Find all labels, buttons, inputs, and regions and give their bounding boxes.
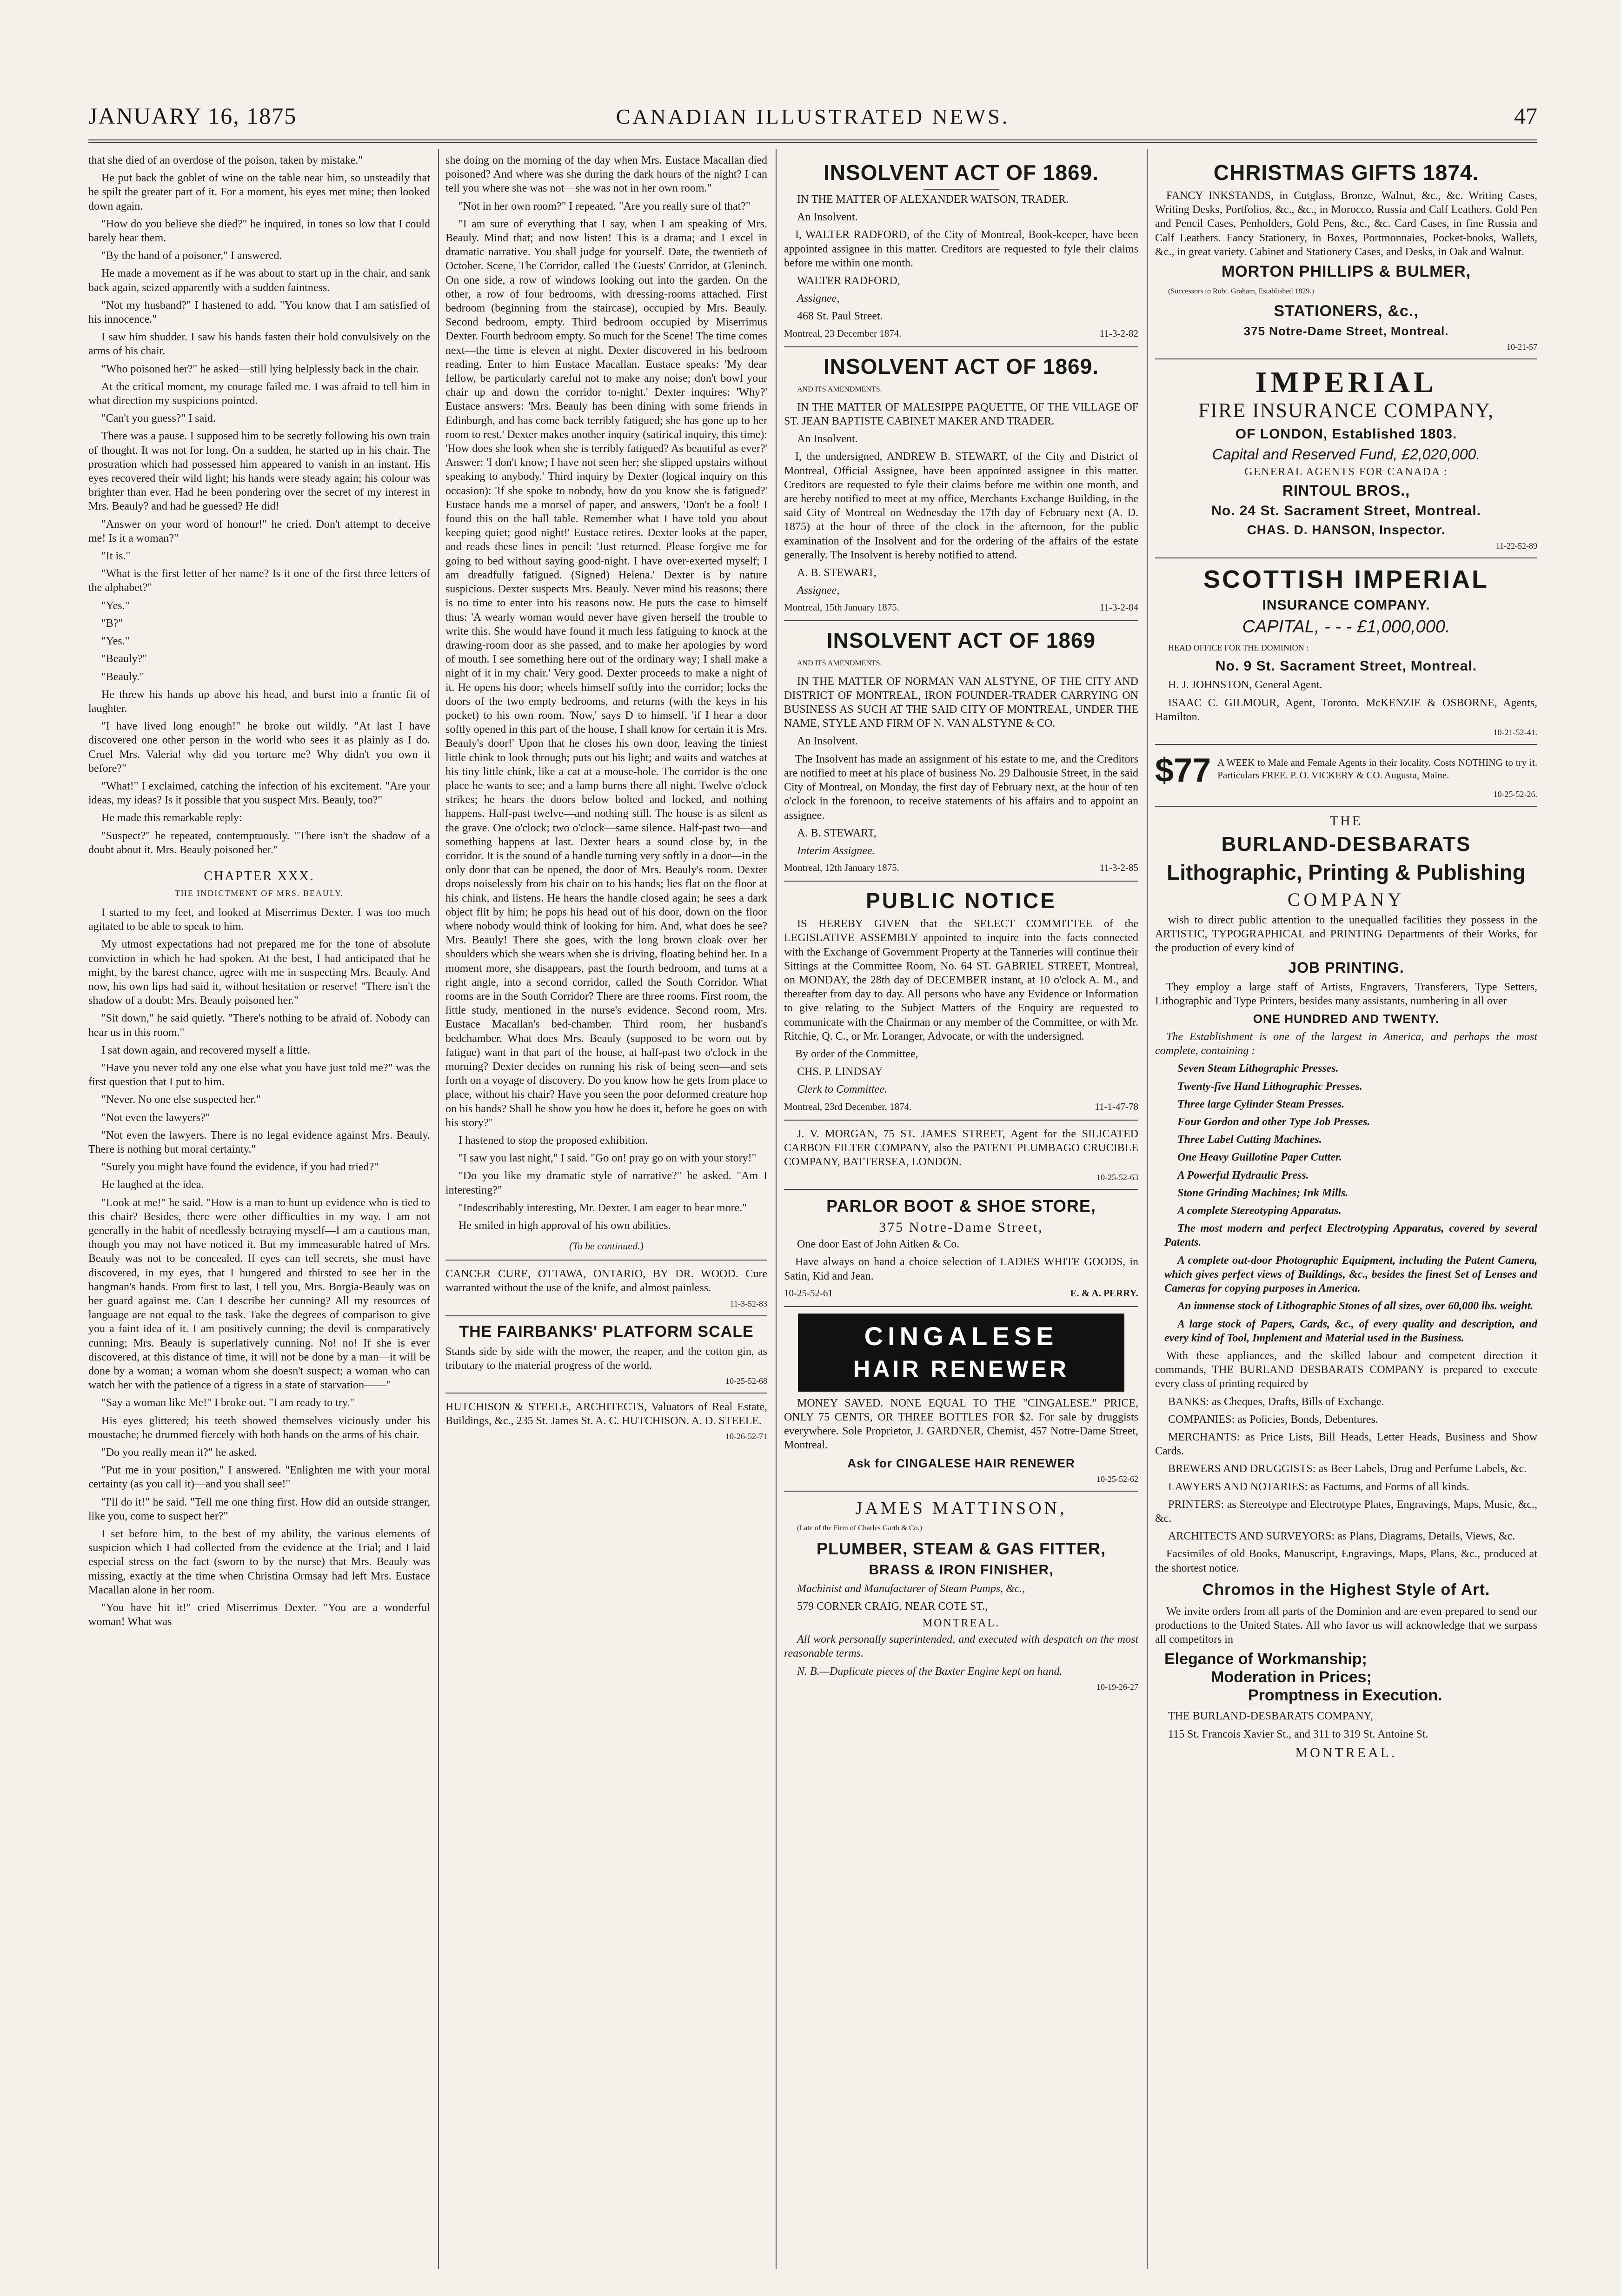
page-number: 47 bbox=[1514, 103, 1537, 129]
parlor-address: 375 Notre-Dame Street, bbox=[879, 1220, 1043, 1235]
ad-code: 10-26-52-71 bbox=[725, 1432, 767, 1441]
story-paragraph: "I am sure of everything that I say, when I am speaking of Mrs. Beauly. Mind that; and now listen! This is a drama; and I excel in dramatic narrative. You shall judge for yourself. Date, the twentieth of October. Scene, The Corridor, called The Guests' Corridor, at Gleninch. On one side, a row of windows looking out into the garden. On the other, a row of four bedrooms, with dressing-rooms attached. First bedroom (beginning from the staircase), occupied by Mrs. Beauly. Second bedroom, empty. Third bedroom occupied by Miserrimus Dexter. Fourth bedroom empty. So much for the Scene! The time comes next—the time is eleven at night. Dexter discovered in his bedroom reading. Enter to him Eustace Macallan. Eustace speaks: 'My dear fellow, be particularly careful not to make any noise; don't bowl your chair up and down the corridor to-night.' Dexter inquires: 'Why?' Eustace answers: 'Mrs. Beauly has been dining with some friends in Edinburgh, and has come back terribly fatigued; she has gone up to her room to rest.' Dexter makes another inquiry (satirical inquiry, this time): 'How does she look when she is terribly fatigued? As beautiful as ever?' Answer: 'I don't know; I have not seen her; she slipped upstairs without speaking to anybody.' Third inquiry by Dexter (logical inquiry on this occasion): 'If she spoke to nobody, how do you know she is fatigued?' Eustace hands me a morsel of paper, and answers, 'Don't be a fool! I found this on the hall table. Remember what I have told you about keeping quiet; good night!' Eustace retires. Dexter looks at the paper, and reads these lines in pencil: 'Just returned. Please forgive me for going to bed without saying good-night. I have over-exerted myself; I am dreadfully fatigued. (Signed) Helena.' Dexter is by nature suspicious. Dexter suspects Mrs. Beauly. Never mind his reasons; there is no time to enter into his reasons now. He puts the case to himself thus: 'A wearly woman would never have given herself the trouble to write this. She would have found it much less fatiguing to knock at the drawing-room door as she passed, and to make her apologies by word of mouth. I see something here out of the ordinary way; I shall make a night of it in my chair.' Very good. Dexter proceeds to make a night of it. He opens his door; wheels himself softly into the corridor; locks the doors of the two empty bedrooms, and returns (with the keys in his pocket) to his own room. 'Now,' says D to himself, 'if I hear a door softly opened in this part of the house, I shall know for certain it is Mrs. Beauly's door!' Upon that he closes his own door, leaving the tiniest little chink to look through; puts out his light; and waits and watches at his tiny little chink, like a cat at a mouse-hole. The corridor is the one place he wants to see; and a lamp burns there all night. Twelve o'clock strikes; he hears the doors below bolted and locked, and nothing happens. Half-past twelve—and nothing still. The house is as silent as the grave. One o'clock; two o'clock—same silence. Half-past two—and something happens at last. Dexter hears a sound close by, in the corridor. It is the sound of a handle turning very softly in a door—in the only door that can be opened, the door of Mrs. Beauly's room. Dexter drops noiselessly from his chair on to his hands; lies flat on the floor at his chink, and listens. He hears the handle closed again; he sees a dark object flit by him; he pops his head out of his door, down on the floor where nobody would think of looking for him. And, what does he see? Mrs. Beauly! There she goes, with the long brown cloak over her shoulders which she wears when she is driving, floating behind her. In a moment more, she disappears, past the fourth bedroom, and turns at a right angle, into a second corridor, called the South Corridor. What rooms are in the South Corridor? There are three rooms. First room, the little study, mentioned in the nurse's evidence. Second room, Mrs. Eustace Macallan's bed-chamber. Third room, her husband's bedchamber. What does Mrs. Beauly (supposed to be worn out by fatigue) want in that part of the house, at half-past two o'clock in the morning? Dexter decides on running his risk of being seen—and sets forth on a voyage of discovery. Do you know how he gets from place to place, without his chair? Have you seen the poor deformed creature hop on his hands? Shall he show you how he does it, before he goes on with his story?" bbox=[445, 218, 767, 1129]
story-paragraph: she doing on the morning of the day when Mrs. Eustace Macallan died poisoned? And where was she during the dark hours of the night? I can tell you where she was not—she was not in her own room." bbox=[445, 154, 767, 195]
printing-category: LAWYERS AND NOTARIES: as Factums, and Forms of all kinds. bbox=[1168, 1480, 1469, 1493]
ad-code: 11-1-47-78 bbox=[1095, 1101, 1138, 1112]
ad-divider bbox=[784, 1306, 1138, 1307]
cingalese-ask: Ask for CINGALESE HAIR RENEWER bbox=[847, 1456, 1075, 1470]
signature-role: Assignee, bbox=[797, 584, 840, 597]
notice-footer bbox=[784, 327, 1138, 340]
insolvent-matter: IN THE MATTER OF MALESIPPE PAQUETTE, OF THE VILLAGE OF ST. JEAN BAPTISTE CABINET MAKER AND TRADER. bbox=[784, 401, 1138, 428]
story-paragraph: He threw his hands up above his head, and burst into a frantic fit of laughter. bbox=[88, 688, 430, 715]
chromos-text: We invite orders from all parts of the Dominion and are even prepared to send our productions to the United States. All who favor us will acknowledge that we surpass all competitors in bbox=[1155, 1605, 1537, 1646]
story-paragraph: I started to my feet, and looked at Miserrimus Dexter. I was too much agitated to be able to speak to him. bbox=[88, 906, 430, 933]
ad-divider bbox=[445, 1393, 767, 1394]
burland-company: COMPANY bbox=[1287, 889, 1405, 910]
equipment-item: One Heavy Guillotine Paper Cutter. bbox=[1177, 1151, 1342, 1164]
notice-date: Montreal, 23rd December, 1874. bbox=[784, 1101, 912, 1112]
ads-column-3 bbox=[784, 153, 1138, 2274]
story-paragraph: "It is." bbox=[101, 550, 131, 563]
burland-establishment: The Establishment is one of the largest in America, and perhaps the most complete, containing : bbox=[1155, 1031, 1537, 1057]
moderation-line: Moderation in Prices; bbox=[1211, 1668, 1372, 1686]
story-paragraph: "Indescribably interesting, Mr. Dexter. I am eager to hear more." bbox=[458, 1201, 747, 1214]
ad-divider bbox=[784, 1491, 1138, 1492]
ad-code: 10-25-52-63 bbox=[1096, 1173, 1138, 1182]
story-paragraph: "Not even the lawyers. There is no legal evidence against Mrs. Beauly. There is nothing but moral certainty." bbox=[88, 1129, 430, 1155]
ad-divider bbox=[1155, 557, 1537, 558]
insolvent-text: I, WALTER RADFORD, of the City of Montreal, Book-keeper, have been appointed assignee in this matter. Creditors are requested to fyle their claims before me within one month. bbox=[784, 229, 1138, 269]
insolvent-act-title: INSOLVENT ACT OF 1869. bbox=[824, 354, 1099, 378]
insolvent-act-title: INSOLVENT ACT OF 1869. bbox=[824, 160, 1099, 185]
insolvent-matter: IN THE MATTER OF ALEXANDER WATSON, TRADER. bbox=[797, 193, 1069, 206]
imperial-agents: GENERAL AGENTS FOR CANADA : bbox=[1244, 466, 1448, 478]
equipment-item: Seven Steam Lithographic Presses. bbox=[1177, 1062, 1339, 1075]
mattinson-nb: N. B.—Duplicate pieces of the Baxter Engine kept on hand. bbox=[797, 1665, 1063, 1678]
ad-code: 10-25-52-26. bbox=[1493, 790, 1537, 799]
mattinson-note: All work personally superintended, and executed with despatch on the most reasonable terms. bbox=[784, 1633, 1138, 1660]
signature: E. & A. PERRY. bbox=[1070, 1287, 1138, 1299]
story-paragraph: "Surely you might have found the evidence, if you had tried?" bbox=[101, 1161, 379, 1174]
fairbanks-title: THE FAIRBANKS' PLATFORM SCALE bbox=[459, 1322, 754, 1340]
week-text: A WEEK to Male and Female Agents in their locality. Costs NOTHING to try it. Particulars FREE. P. O. VICKERY & CO. Augusta, Maine. bbox=[1217, 757, 1537, 781]
story-paragraph: "Not in her own room?" I repeated. "Are you really sure of that?" bbox=[458, 200, 751, 212]
story-paragraph: At the critical moment, my courage failed me. I was afraid to tell him in what direction my suspicions pointed. bbox=[88, 380, 430, 407]
printing-category: BREWERS AND DRUGGISTS: as Beer Labels, Drug and Perfume Labels, &c. bbox=[1168, 1463, 1527, 1475]
cingalese-banner bbox=[798, 1314, 1124, 1392]
story-paragraph: "By the hand of a poisoner," I answered. bbox=[101, 250, 282, 262]
chapter-subheading: THE INDICTMENT OF MRS. BEAULY. bbox=[174, 888, 344, 898]
notice-footer bbox=[784, 601, 1138, 614]
story-paragraph: "Yes." bbox=[101, 599, 130, 612]
story-paragraph: I hastened to stop the proposed exhibition. bbox=[458, 1135, 648, 1147]
printing-category: MERCHANTS: as Price Lists, Bill Heads, Letter Heads, Business and Show Cards. bbox=[1155, 1431, 1537, 1458]
notice-footer bbox=[784, 1101, 1138, 1113]
ad-code: 10-21-52-41. bbox=[1493, 728, 1537, 737]
imperial-inspector: CHAS. D. HANSON, Inspector. bbox=[1247, 523, 1446, 538]
notice-date: Montreal, 23 December 1874. bbox=[784, 327, 902, 339]
story-paragraph: that she died of an overdose of the poison, taken by mistake." bbox=[88, 154, 363, 166]
mattinson-trade2: BRASS & IRON FINISHER, bbox=[869, 1562, 1054, 1578]
imperial-sub: FIRE INSURANCE COMPANY, bbox=[1198, 399, 1495, 422]
imperial-capital: Capital and Reserved Fund, £2,020,000. bbox=[1212, 446, 1481, 463]
signature: A. B. STEWART, bbox=[797, 567, 877, 579]
signature: CHS. P. LINDSAY bbox=[797, 1066, 883, 1078]
insolvent-matter: IN THE MATTER OF NORMAN VAN ALSTYNE, OF THE CITY AND DISTRICT OF MONTREAL, IRON FOUNDER-TRADER CARRYING ON BUSINESS AS SUCH AT THE SAID CITY OF MONTREAL, UNDER THE NAME, STYLE AND FIRM OF N. VAN ALSTYNE & CO. bbox=[784, 675, 1138, 730]
scottish-other: ISAAC C. GILMOUR, Agent, Toronto. McKENZIE & OSBORNE, Agents, Hamilton. bbox=[1155, 697, 1537, 723]
ad-divider bbox=[784, 1189, 1138, 1190]
burland-address: 115 St. Francois Xavier St., and 311 to 319 St. Antoine St. bbox=[1168, 1728, 1428, 1740]
equipment-item: Three large Cylinder Steam Presses. bbox=[1177, 1098, 1345, 1110]
ad-code: 10-21-57 bbox=[1507, 342, 1537, 352]
story-paragraph: He put back the goblet of wine on the table near him, so unsteadily that he spilt the greater part of it. For a moment, his eyes met mine; then looked down again. bbox=[88, 172, 430, 212]
ad-code: 11-3-52-83 bbox=[730, 1299, 767, 1308]
mattinson-city: MONTREAL. bbox=[922, 1617, 1000, 1630]
christmas-gifts-title: CHRISTMAS GIFTS 1874. bbox=[1213, 160, 1479, 185]
header-rule-thin bbox=[88, 142, 1537, 143]
insolvent-sub: AND ITS AMENDMENTS. bbox=[797, 659, 882, 668]
burland-name: BURLAND-DESBARATS bbox=[1221, 833, 1471, 856]
printing-category: PRINTERS: as Stereotype and Electrotype Plates, Engravings, Maps, Music, &c., &c. bbox=[1155, 1498, 1537, 1525]
promptness-line: Promptness in Execution. bbox=[1248, 1686, 1442, 1705]
notice-footer bbox=[784, 1287, 1138, 1300]
ad-code: 11-3-2-82 bbox=[1099, 327, 1138, 339]
public-notice-title: PUBLIC NOTICE bbox=[866, 889, 1056, 913]
column-rule bbox=[1147, 149, 1148, 2269]
signature: A. B. STEWART, bbox=[797, 827, 877, 839]
imperial-rintoul: RINTOUL BROS., bbox=[1282, 482, 1410, 499]
ad-divider bbox=[784, 346, 1138, 347]
equipment-item: Twenty-five Hand Lithographic Presses. bbox=[1177, 1080, 1362, 1093]
story-paragraph: "I have lived long enough!" he broke out wildly. "At last I have discovered one other person in the world who sees it as plainly as I do. Cruel Mrs. Valeria! why did you torture me? Why didn't you own it before?" bbox=[88, 720, 430, 775]
equipment-item: A Powerful Hydraulic Press. bbox=[1177, 1169, 1309, 1181]
notice-date: Montreal, 15th January 1875. bbox=[784, 602, 899, 613]
signature-role: Assignee, bbox=[797, 292, 840, 305]
story-paragraph: My utmost expectations had not prepared me for the tone of absolute conviction in which he had spoken. At the best, I had anticipated that he might, by the barest chance, agree with me in suspecting Mrs. Beauly. And now, his own lips had said it, without hesitation or reserve! "There isn't the shadow of a doubt: Mrs. Beauly poisoned her." bbox=[88, 938, 430, 1007]
insolvent-text: I, the undersigned, ANDREW B. STEWART, of the City and District of Montreal, Official Assignee, have been appointed assignee in this matter. Creditors are requested to fyle their claims before me within one month, and are hereby notified to meet at my office, Merchants Exchange Building, in the said City of Montreal on Wednesday the 17th day of February next (A. D. 1875) at the hour of three of the clock in the afternoon, for the public examination of the Insolvent and for the ordering of the affairs of the estate generally. The Insolvent is hereby notified to attend. bbox=[784, 451, 1138, 561]
ad-divider bbox=[1155, 358, 1537, 359]
christmas-gifts-text: FANCY INKSTANDS, in Cutglass, Bronze, Walnut, &c., &c. Writing Cases, Writing Desks, Portfolios, &c., &c., in Morocco, Russia and Calf Leathers. Gold Pen and Pencil Cases, Penholders, Gold Pens, &c., &c. Card Cases, in fine Russia and Calf Leathers. Fancy Stationery, in Boxes, Portmonnaies, Pocket-books, Wallets, &c., in great variety. Cabinet and Stationery Cases, and Desks, in Oak and Walnut. bbox=[1155, 190, 1537, 258]
morton-address: 375 Notre-Dame Street, Montreal. bbox=[1243, 324, 1449, 338]
equipment-item: The most modern and perfect Electrotyping Apparatus, covered by several Patents. bbox=[1164, 1222, 1537, 1249]
imperial-london: OF LONDON, Established 1803. bbox=[1235, 426, 1457, 442]
story-paragraph: I set before him, to the best of my ability, the various elements of suspicion which I had collected from the evidence at the Trial; and I laid especial stress on the fact (sworn to by the nurse) that Mrs. Beauly was missing, exactly at the time when Christina Ormsay had left Mrs. Eustace Macallan alone in her room. bbox=[88, 1528, 430, 1596]
story-paragraph: "B?" bbox=[101, 617, 123, 630]
ad-code: 10-25-52-61 bbox=[784, 1287, 833, 1299]
equipment-item: Three Label Cutting Machines. bbox=[1177, 1134, 1322, 1146]
story-paragraph: There was a pause. I supposed him to be secretly following his own train of thought. It was not for long. On a sudden, he started up in his chair. The prostration which had possessed him appeared to vanish in an instant. His eyes recovered their wild light; his hands were steady again; his colour was brighter than ever. Had he been pondering over the secret of my interest in Mrs. Beauly? and had he guessed? He did! bbox=[88, 430, 430, 513]
scottish-address: No. 9 St. Sacrament Street, Montreal. bbox=[1215, 658, 1477, 674]
story-paragraph: "Can't you guess?" I said. bbox=[101, 412, 216, 425]
header-rule bbox=[88, 139, 1537, 140]
burland-job: JOB PRINTING. bbox=[1288, 959, 1404, 976]
cingalese-line2: HAIR RENEWER bbox=[853, 1355, 1069, 1382]
ads-column-4 bbox=[1155, 153, 1537, 2274]
public-notice-order: By order of the Committee, bbox=[795, 1048, 918, 1060]
notice-footer bbox=[784, 862, 1138, 874]
equipment-item: Four Gordon and other Type Job Presses. bbox=[1177, 1116, 1370, 1128]
insolvent-act-title: INSOLVENT ACT OF 1869 bbox=[826, 628, 1096, 653]
story-paragraph: He made a movement as if he was about to start up in the chair, and sank back again, seized apparently with a sudden faintness. bbox=[88, 267, 430, 294]
burland-with: With these appliances, and the skilled labour and competent direction it commands, THE BURLAND DESBARATS COMPANY is prepared to execute every class of printing required by bbox=[1155, 1349, 1537, 1390]
story-paragraph: He smiled in high approval of his own abilities. bbox=[458, 1220, 671, 1232]
story-paragraph: "Yes." bbox=[101, 635, 130, 648]
burland-the: THE bbox=[1329, 813, 1363, 829]
story-paragraph: "Beauly." bbox=[101, 670, 145, 683]
insolvent-party: An Insolvent. bbox=[797, 735, 858, 748]
signature-role: Clerk to Committee. bbox=[797, 1083, 887, 1096]
story-column-1 bbox=[88, 153, 430, 2274]
imperial-title: IMPERIAL bbox=[1255, 365, 1437, 399]
story-paragraph: "How do you believe she died?" he inquired, in tones so low that I could barely hear them. bbox=[88, 218, 430, 245]
parlor-sub: One door East of John Aitken & Co. bbox=[797, 1238, 960, 1251]
morton-phillips: MORTON PHILLIPS & BULMER, bbox=[1221, 263, 1471, 281]
printing-category: COMPANIES: as Policies, Bonds, Debentures. bbox=[1168, 1413, 1378, 1426]
printing-category: BANKS: as Cheques, Drafts, Bills of Exchange. bbox=[1168, 1395, 1384, 1408]
masthead-title: CANADIAN ILLUSTRATED NEWS. bbox=[616, 105, 1010, 128]
story-paragraph: His eyes glittered; his teeth showed themselves viciously under his moustache; he drummed fiercely with both hands on the arms of his chair. bbox=[88, 1414, 430, 1441]
story-paragraph: "What!" I exclaimed, catching the infection of his excitement. "Are your ideas, my ideas? Is it possible that you suspect Mrs. Beauly, too?" bbox=[88, 780, 430, 807]
story-paragraph: "Do you like my dramatic style of narrative?" he asked. "Am I interesting?" bbox=[445, 1170, 767, 1196]
week-amount: $77 bbox=[1155, 752, 1211, 790]
burland-signature: THE BURLAND-DESBARATS COMPANY, bbox=[1168, 1710, 1373, 1723]
story-paragraph: "Answer on your word of honour!" he cried. Don't attempt to deceive me! Is it a woman?" bbox=[88, 518, 430, 544]
scottish-agent: H. J. JOHNSTON, General Agent. bbox=[1168, 679, 1322, 691]
column-rule bbox=[776, 149, 777, 2269]
story-paragraph: I saw him shudder. I saw his hands fasten their hold convulsively on the arms of his chair. bbox=[88, 331, 430, 358]
scottish-capital: CAPITAL, - - - £1,000,000. bbox=[1242, 617, 1450, 637]
cingalese-text: MONEY SAVED. NONE EQUAL TO THE "CINGALESE." PRICE, ONLY 75 CENTS, OR THREE BOTTLES FOR $2. For sale by druggists everywhere. Sole Proprietor, J. GARDNER, Chemist, 457 Notre-Dame Street, Montreal. bbox=[784, 1397, 1138, 1452]
cingalese-line1: CINGALESE bbox=[864, 1321, 1058, 1351]
mattinson-sub: (Late of the Firm of Charles Garth & Co.) bbox=[797, 1524, 922, 1532]
equipment-item: An immense stock of Lithographic Stones of all sizes, over 60,000 lbs. weight. bbox=[1177, 1300, 1534, 1313]
story-paragraph: "Sit down," he said quietly. "There's nothing to be afraid of. Nobody can hear us in this room." bbox=[88, 1012, 430, 1039]
burland-facsimiles: Facsimiles of old Books, Manuscript, Engravings, Maps, Plans, &c., produced at the shortest notice. bbox=[1155, 1548, 1537, 1574]
hutchison-ad: HUTCHISON & STEELE, ARCHITECTS, Valuators of Real Estate, Buildings, &c., 235 St. James St. A. C. HUTCHISON. A. D. STEELE. bbox=[445, 1401, 767, 1427]
story-paragraph: "Do you really mean it?" he asked. bbox=[101, 1447, 257, 1459]
story-paragraph: "Not my husband?" I hastened to add. "You know that I am satisfied of his innocence." bbox=[88, 299, 430, 326]
story-paragraph: "Not even the lawyers?" bbox=[101, 1111, 210, 1124]
morton-trade: STATIONERS, &c., bbox=[1274, 302, 1419, 320]
ad-code: 11-22-52-89 bbox=[1495, 541, 1537, 551]
story-paragraph: "Beauly?" bbox=[101, 653, 147, 665]
story-paragraph: "Say a woman like Me!" I broke out. "I am ready to try." bbox=[101, 1397, 355, 1409]
ad-code: 11-3-2-84 bbox=[1099, 602, 1138, 613]
ad-divider bbox=[445, 1260, 767, 1261]
ad-divider bbox=[784, 881, 1138, 882]
scottish-sub: INSURANCE COMPANY. bbox=[1262, 597, 1430, 613]
ad-code: 10-19-26-27 bbox=[1096, 1682, 1138, 1692]
story-paragraph: I sat down again, and recovered myself a little. bbox=[101, 1044, 311, 1056]
week-ad bbox=[1155, 751, 1537, 790]
story-paragraph: "Look at me!" he said. "How is a man to hunt up evidence who is tied to this chair? Besides, there were other difficulties in my way. I am not generally in the habit of needlessly betraying myself—I am a cautious man, though you may not have noticed it. But my immeasurable hatred of Mrs. Beauly was not to be concealed. If eyes can tell secrets, she must have discovered, in my eyes, that I hungered and thirsted to see her in the hangman's hands. From first to last, I tell you, Mrs. Borgia-Beauly was on her guard against me. Can I describe her cunning? All my resources of language are not equal to the task. Take the degrees of comparison to give you a faint idea of it. I am positively cunning; the devil is comparatively cunning; Mrs. Beauly is superlatively cunning. No! no! If she is ever discovered, at this distance of time, it will not be done by a man—it will be done by a woman; a woman whom she doesn't suspect; a woman who can watch her with the patience of a tigress in a state of starvation——" bbox=[88, 1196, 430, 1392]
story-paragraph: He laughed at the idea. bbox=[101, 1179, 204, 1191]
burland-employ: They employ a large staff of Artists, Engravers, Transferers, Type Setters, Lithographic and Type Printers, besides many assistants, numbering in all over bbox=[1155, 981, 1537, 1007]
mattinson-trade: PLUMBER, STEAM & GAS FITTER, bbox=[817, 1539, 1106, 1558]
ad-divider bbox=[1155, 806, 1537, 807]
page-header bbox=[88, 93, 1537, 139]
insolvent-sub: AND ITS AMENDMENTS. bbox=[797, 385, 882, 393]
column-rule bbox=[438, 149, 439, 2269]
signature-role: Interim Assignee. bbox=[797, 844, 875, 857]
ad-divider bbox=[784, 1120, 1138, 1121]
address: 468 St. Paul Street. bbox=[797, 310, 883, 323]
story-paragraph: "Put me in your position," I answered. "Enlighten me with your moral certainty (as you call it)—and you shall see!" bbox=[88, 1464, 430, 1491]
public-notice-text: IS HEREBY GIVEN that the SELECT COMMITTEE of the LEGISLATIVE ASSEMBLY appointed to inquire into the facts connected with the Exchange of Government Property at the Tanneries will continue their Sittings at the Committee Room, No. 64 ST. GABRIEL STREET, Montreal, on MONDAY, the 28th day of DECEMBER instant, at 10 o'clock A. M., and thereafter from day to day. All persons who have any Evidence or Information to give relating to the Subject Matters of the Enquiry are requested to communicate with the Chairman or any member of the Committee, or with Mr. Ritchie, Q. C., or Mr. Loranger, Advocate, or with the undersigned. bbox=[784, 918, 1138, 1042]
ad-divider bbox=[923, 189, 999, 190]
morgan-ad: J. V. MORGAN, 75 ST. JAMES STREET, Agent for the SILICATED CARBON FILTER COMPANY, also the PATENT PLUMBAGO CRUCIBLE COMPANY, BATTERSEA, LONDON. bbox=[784, 1128, 1138, 1168]
story-column-2 bbox=[445, 153, 767, 2274]
equipment-item: Stone Grinding Machines; Ink Mills. bbox=[1177, 1187, 1349, 1199]
mattinson-title: JAMES MATTINSON, bbox=[855, 1498, 1067, 1518]
scottish-title: SCOTTISH IMPERIAL bbox=[1203, 565, 1489, 594]
to-be-continued: (To be continued.) bbox=[569, 1240, 644, 1252]
story-paragraph: He made this remarkable reply: bbox=[101, 812, 242, 824]
elegance-line: Elegance of Workmanship; bbox=[1164, 1650, 1367, 1668]
chapter-heading: CHAPTER XXX. bbox=[204, 869, 315, 883]
issue-date: JANUARY 16, 1875 bbox=[88, 103, 297, 129]
burland-city: MONTREAL. bbox=[1295, 1745, 1397, 1760]
printing-category: ARCHITECTS AND SURVEYORS: as Plans, Diagrams, Details, Views, &c. bbox=[1168, 1530, 1515, 1543]
mattinson-address: 579 CORNER CRAIG, NEAR COTE ST., bbox=[797, 1600, 988, 1613]
story-paragraph: "Who poisoned her?" he asked—still lying helplessly back in the chair. bbox=[101, 363, 419, 375]
story-paragraph: "You have hit it!" cried Miserrimus Dexter. "You are a wonderful woman! What was bbox=[88, 1602, 430, 1628]
chromos-title: Chromos in the Highest Style of Art. bbox=[1202, 1580, 1490, 1599]
cancer-cure-ad: CANCER CURE, OTTAWA, ONTARIO, BY DR. WOOD. Cure warranted without the use of the knife, and almost painless. bbox=[445, 1268, 767, 1294]
scottish-head: HEAD OFFICE FOR THE DOMINION : bbox=[1168, 643, 1309, 653]
story-paragraph: "What is the first letter of her name? Is it one of the first three letters of the alphabet?" bbox=[88, 568, 430, 594]
imperial-address: No. 24 St. Sacrament Street, Montreal. bbox=[1211, 503, 1481, 519]
ad-code: 10-25-52-68 bbox=[725, 1376, 767, 1386]
story-paragraph: "Never. No one else suspected her." bbox=[101, 1094, 261, 1106]
story-paragraph: "Suspect?" he repeated, contemptuously. "There isn't the shadow of a doubt about it. Mrs. Beauly poisoned her." bbox=[88, 829, 430, 856]
equipment-item: A complete Stereotyping Apparatus. bbox=[1177, 1205, 1342, 1217]
ad-divider bbox=[1155, 744, 1537, 745]
ad-code: 10-25-52-62 bbox=[1096, 1474, 1138, 1484]
insolvent-party: An Insolvent. bbox=[797, 433, 858, 445]
burland-text: wish to direct public attention to the unequalled facilities they possess in the ARTISTIC, TYPOGRAPHICAL and PRINTING Departments of their Works, for the production of every kind of bbox=[1155, 914, 1537, 955]
ad-divider bbox=[784, 620, 1138, 621]
equipment-item: A complete out-door Photographic Equipment, including the Patent Camera, which gives perfect views of Buildings, &c., besides the finest Set of Lenses and Cameras for copying purposes in America. bbox=[1164, 1254, 1537, 1295]
signature: WALTER RADFORD, bbox=[797, 275, 900, 287]
ad-code: 11-3-2-85 bbox=[1099, 862, 1138, 874]
morton-sub: (Successors to Robt. Graham, Established 1829.) bbox=[1168, 287, 1314, 296]
burland-count: ONE HUNDRED AND TWENTY. bbox=[1253, 1012, 1440, 1026]
insolvent-party: An Insolvent. bbox=[797, 211, 858, 224]
story-paragraph: "Have you never told any one else what you have just told me?" was the first question that I put to him. bbox=[88, 1062, 430, 1088]
mattinson-spec: Machinist and Manufacturer of Steam Pumps, &c., bbox=[797, 1582, 1025, 1595]
fairbanks-text: Stands side by side with the mower, the reaper, and the cotton gin, as tributary to the material progress of the world. bbox=[445, 1345, 767, 1372]
parlor-store-title: PARLOR BOOT & SHOE STORE, bbox=[826, 1196, 1096, 1216]
story-paragraph: "I saw you last night," I said. "Go on! pray go on with your story!" bbox=[458, 1152, 757, 1165]
parlor-text: Have always on hand a choice selection of LADIES WHITE GOODS, in Satin, Kid and Jean. bbox=[784, 1256, 1138, 1282]
burland-trade: Lithographic, Printing & Publishing bbox=[1167, 860, 1526, 885]
ad-divider bbox=[445, 1315, 767, 1316]
insolvent-text: The Insolvent has made an assignment of his estate to me, and the Creditors are notified to meet at his place of business No. 29 Dalhousie Street, in the said City of Montreal, on Monday, the first day of February next, at the hour of ten o'clock in the forenoon, to receive statements of his affairs and to appoint an assignee. bbox=[784, 753, 1138, 822]
story-paragraph: "I'll do it!" he said. "Tell me one thing first. How did an outside stranger, like you, come to suspect her?" bbox=[88, 1496, 430, 1522]
notice-date: Montreal, 12th January 1875. bbox=[784, 862, 899, 874]
equipment-item: A large stock of Papers, Cards, &c., of every quality and description, and every kind of Tool, Implement and Material used in the Business. bbox=[1164, 1318, 1537, 1344]
